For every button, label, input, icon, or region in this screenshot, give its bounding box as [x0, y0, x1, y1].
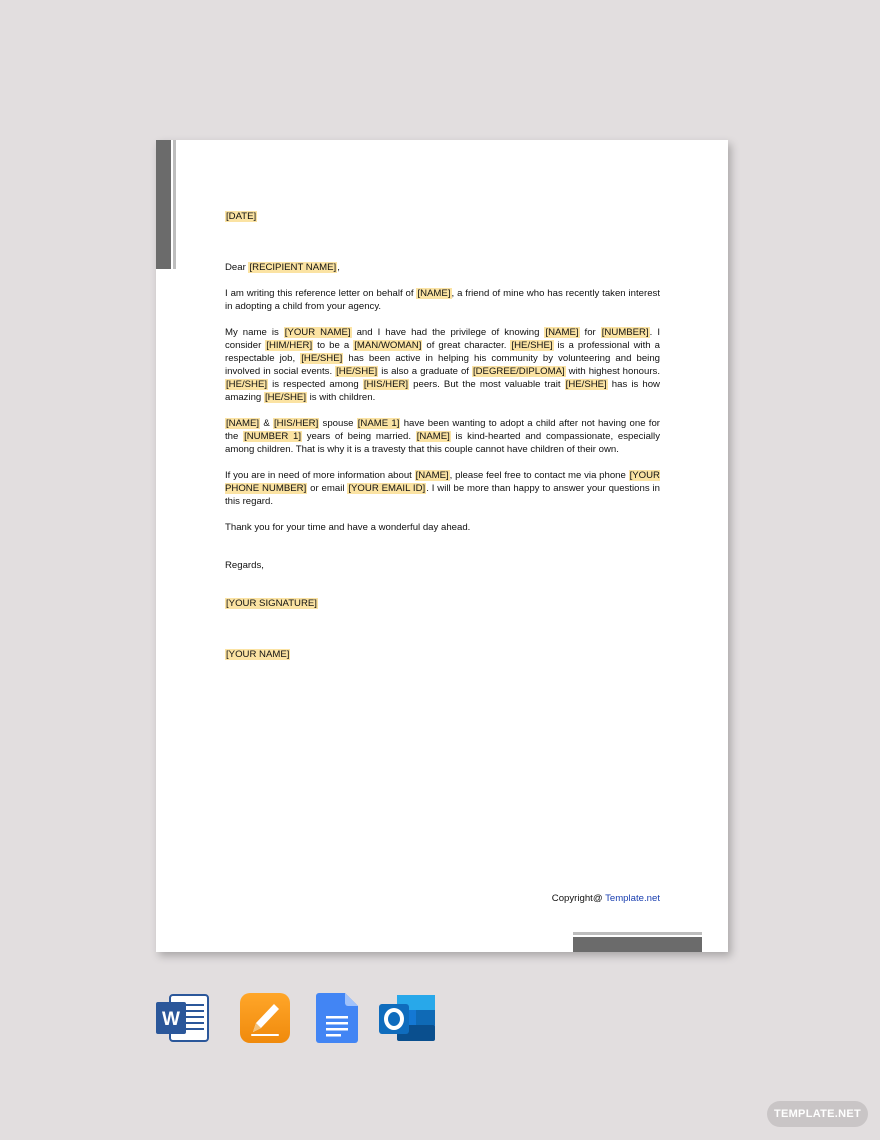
signature-line: [225, 597, 660, 610]
decorative-bar-left: [156, 140, 171, 269]
decorative-bar-left-thin: [173, 140, 176, 269]
paragraph-2: My name is [YOUR NAME] and I have had the privilege of knowing [NAME] for [NUMBER]. I consider [HIM/HER] to be a [MAN/WOMAN] of great character. [HE/SHE] is a professional with a respectable job, [HE/SHE] has been active in helping his community by volunteering and being involved in social events. [HE/SHE] is also a graduate of [DEGREE/DIPLOMA] with highest honours. [HE/SHE] is respected among [HIS/HER] peers. But the most valuable trait [HE/SHE] has is how amazing [HE/SHE] is with children.: [225, 327, 661, 403]
decorative-bar-bottom-thin: [573, 932, 702, 935]
decorative-bar-bottom: [573, 937, 702, 952]
paragraph-1: I am writing this reference letter on behalf of [NAME], a friend of mine who has recently taken interest in adopting a child from your agency.: [225, 288, 660, 312]
app-icon-row: [156, 992, 446, 1044]
letter-body: [225, 210, 660, 674]
pages-icon[interactable]: [239, 992, 291, 1044]
date-line: [225, 210, 660, 223]
template-link[interactable]: Template.net: [605, 893, 660, 904]
closing: Regards,: [225, 560, 264, 571]
paragraph-5: Thank you for your time and have a wonderful day ahead.: [225, 522, 471, 533]
your-name-line: [225, 648, 660, 661]
word-icon[interactable]: [156, 992, 210, 1044]
document-page: [156, 140, 728, 952]
outlook-icon[interactable]: [379, 992, 439, 1044]
your-name-placeholder: [YOUR NAME]: [226, 649, 290, 660]
paragraph-3: [NAME] & [HIS/HER] spouse [NAME 1] have been wanting to adopt a child after not having one for the [NUMBER 1] years of being married. [NAME] is kind-hearted and compassionate, especially among children. That is why it is a travesty that this couple cannot have children of their own.: [225, 418, 660, 455]
signature-placeholder: [YOUR SIGNATURE]: [226, 598, 317, 609]
salutation: Dear [RECIPIENT NAME],: [225, 262, 340, 273]
recipient-placeholder: [RECIPIENT NAME]: [249, 262, 337, 273]
paragraph-4: If you are in need of more information about [NAME], please feel free to contact me via phone [YOUR PHONE NUMBER] or email [YOUR EMAIL ID]. I will be more than happy to answer your questions in this regard.: [225, 470, 660, 507]
google-docs-icon[interactable]: [316, 992, 360, 1044]
svg-text:W: W: [162, 1009, 180, 1030]
copyright-notice: Copyright@ Template.net: [551, 893, 660, 904]
template-net-badge[interactable]: TEMPLATE.NET: [767, 1101, 868, 1127]
date-placeholder: [DATE]: [226, 211, 257, 222]
